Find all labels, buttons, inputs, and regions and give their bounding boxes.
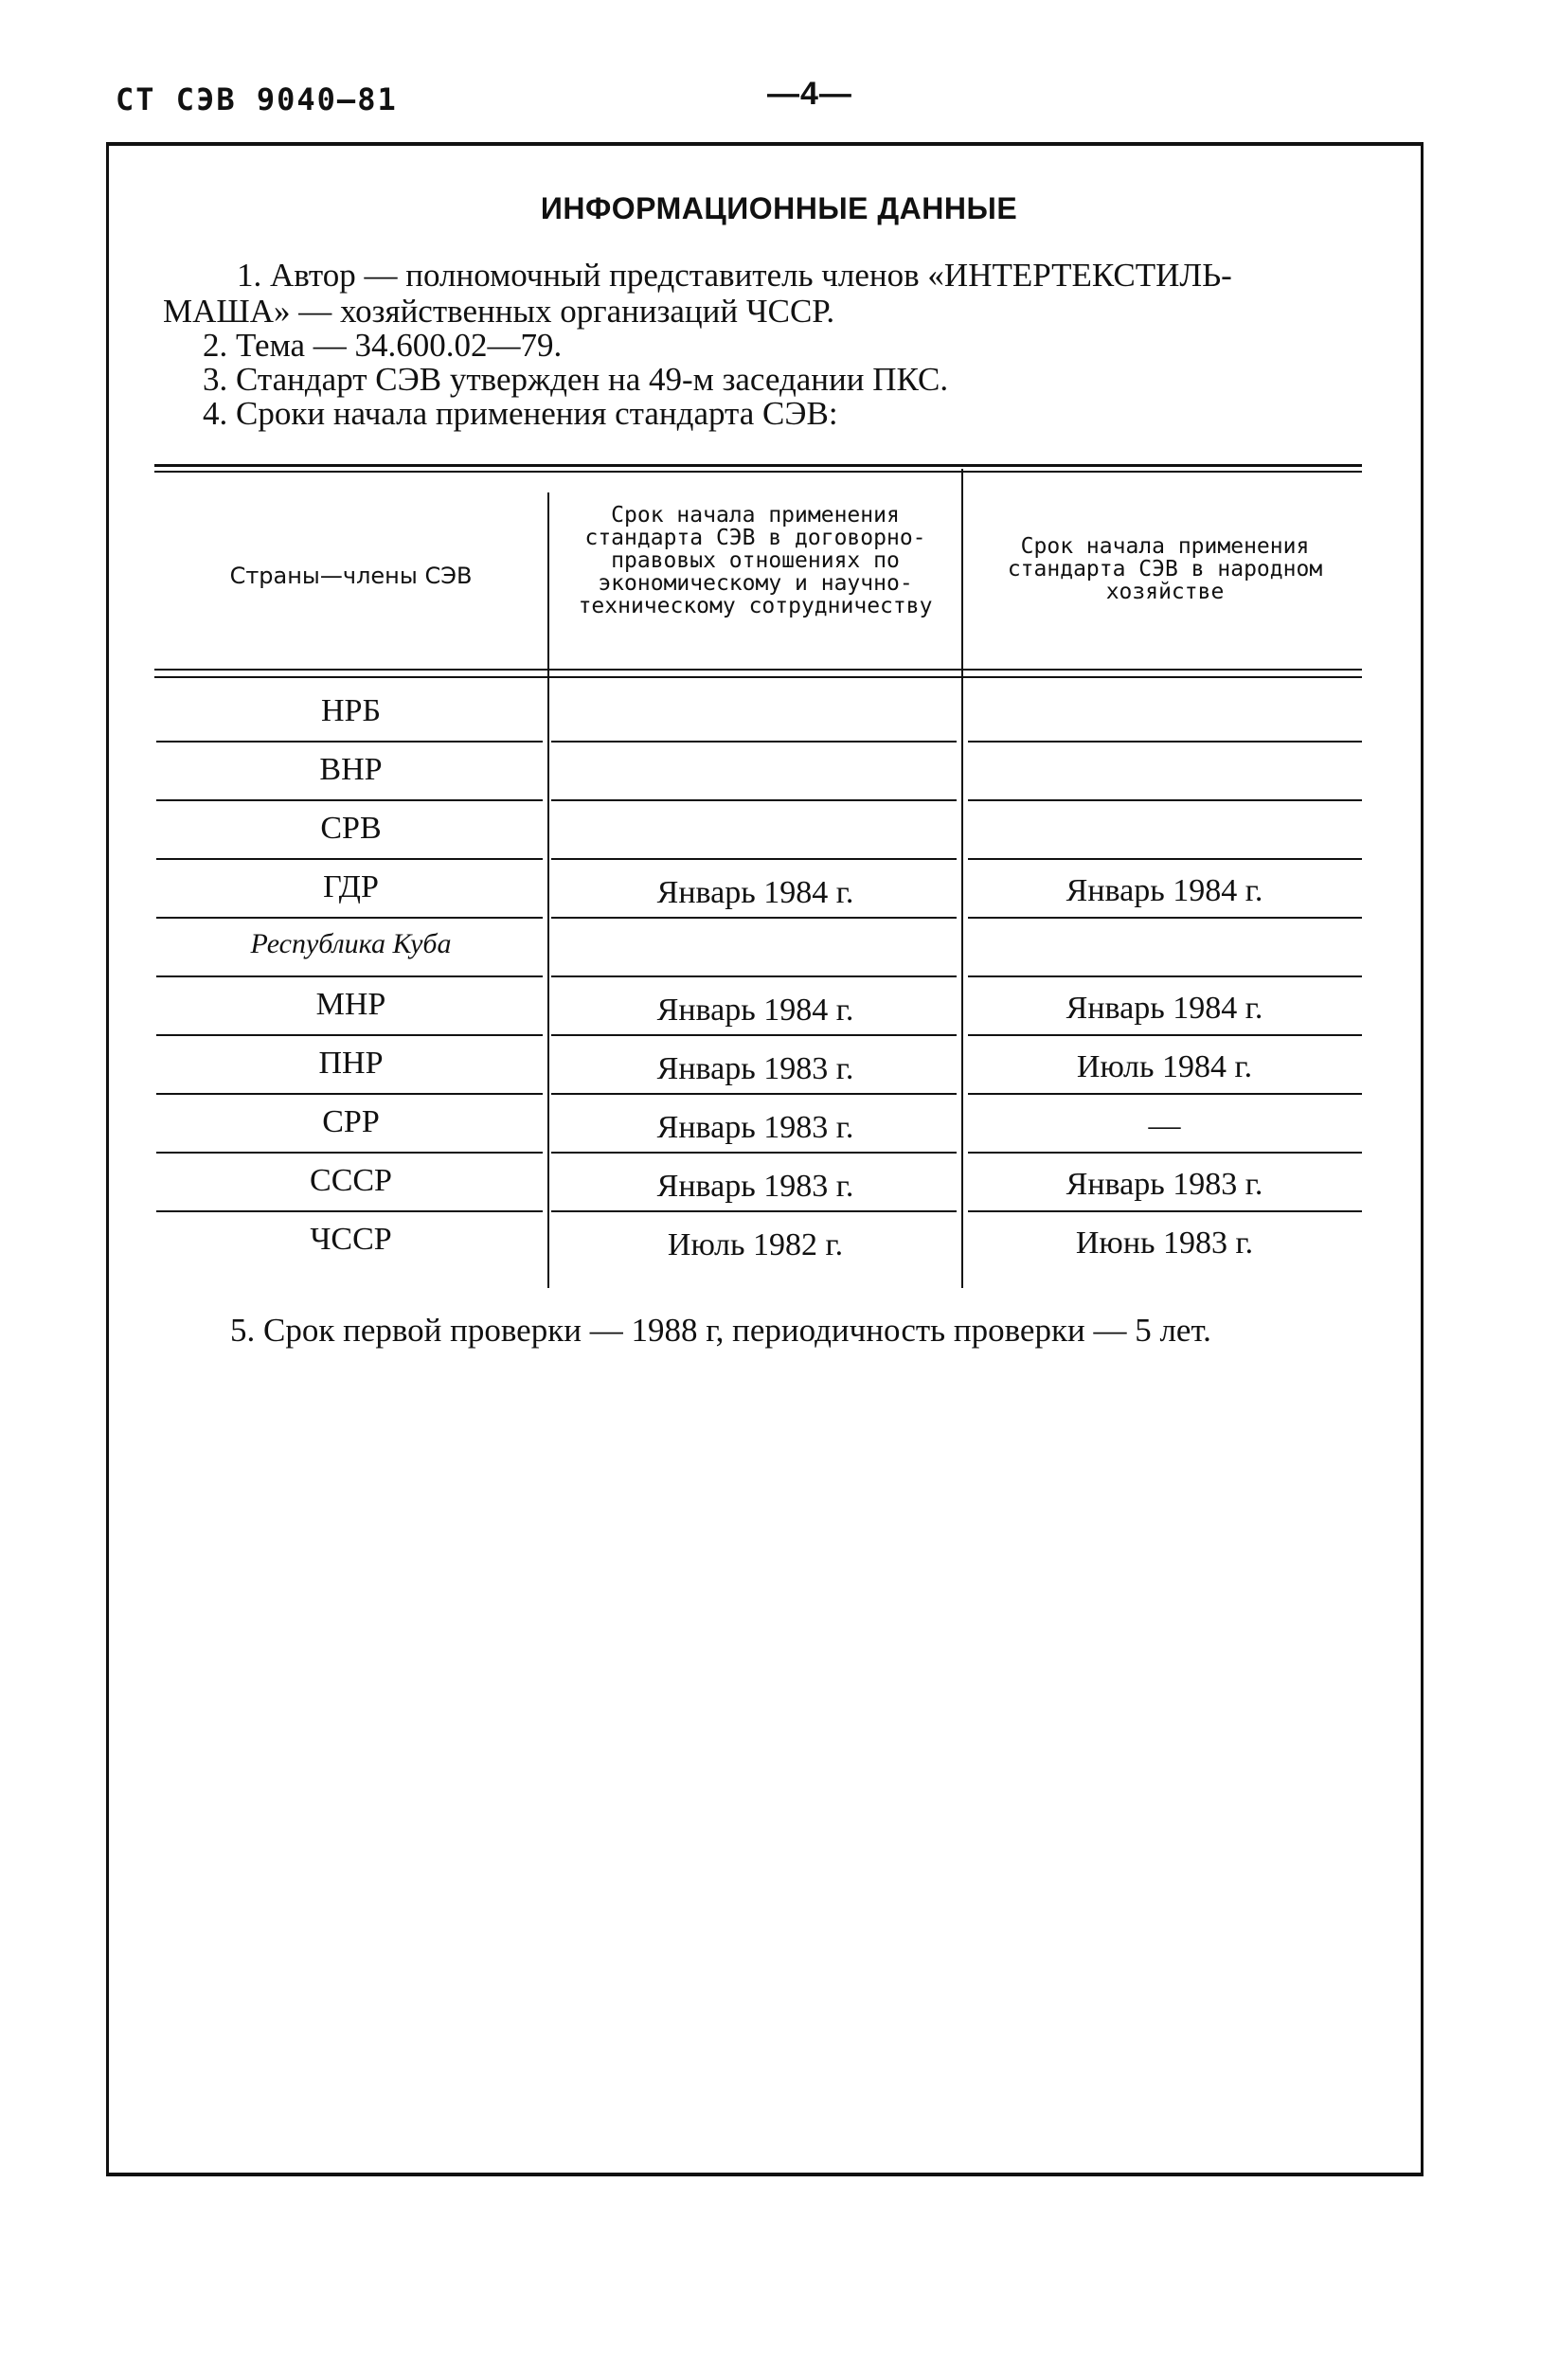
country-cell: СРР [322,1104,380,1139]
country-cell: Республика Куба [250,928,452,959]
row-divider [156,1152,543,1154]
row-divider [968,799,1362,801]
item-1-line-1: 1. Автор — полномочный представитель членов «ИНТЕРТЕКСТИЛЬ- [237,257,1232,294]
row-divider [156,1034,543,1036]
row-divider [551,1093,957,1095]
country-cell: ВНР [319,752,383,787]
contract-date-cell: Январь 1984 г. [656,875,854,910]
contract-date-cell: Январь 1984 г. [656,993,854,1028]
row-divider [968,917,1362,919]
row-divider [968,741,1362,743]
row-divider [551,741,957,743]
economy-date-cell: Январь 1984 г. [1066,991,1263,1026]
row-divider [551,1210,957,1212]
column-divider-1 [547,492,549,1288]
row-divider [156,741,543,743]
economy-date-cell: Июль 1984 г. [1076,1049,1253,1084]
row-divider [551,858,957,860]
row-divider [156,1093,543,1095]
row-divider [156,917,543,919]
economy-date-cell: Январь 1984 г. [1066,873,1263,908]
item-4: 4. Сроки начала применения стандарта СЭВ: [203,395,838,432]
economy-date-cell: Июнь 1983 г. [1075,1226,1254,1261]
contract-date-cell: Январь 1983 г. [656,1110,854,1145]
row-divider [156,799,543,801]
row-divider [968,975,1362,977]
item-3: 3. Стандарт СЭВ утвержден на 49-м заседании ПКС. [203,361,949,398]
item-2: 2. Тема — 34.600.02—79. [203,327,563,364]
item-1-line-2: МАША» — хозяйственных организаций ЧССР. [163,293,835,330]
row-divider [156,858,543,860]
economy-date-cell: Январь 1983 г. [1066,1167,1263,1202]
row-divider [968,1152,1362,1154]
header-economy-date: Срок начала применения стандарта СЭВ в народном хозяйстве [1007,534,1323,604]
country-cell: СРВ [320,811,382,846]
contract-date-cell: Январь 1983 г. [656,1051,854,1086]
row-divider [551,1152,957,1154]
page-title: ИНФОРМАЦИОННЫЕ ДАННЫЕ [540,191,1018,225]
document-code: СТ СЭВ 9040—81 [116,81,398,117]
row-divider [968,1034,1362,1036]
country-cell: ЧССР [310,1222,392,1257]
column-divider-2 [961,469,963,1288]
header-bottom-rule [154,669,1362,671]
contract-date-cell: Июль 1982 г. [667,1227,844,1262]
contract-date-cell: Январь 1983 г. [656,1169,854,1204]
header-countries: Страны—члены СЭВ [229,563,473,589]
table-top-rule [154,464,1362,467]
page-frame [106,142,1424,2176]
header-contract-date: Срок начала применения стандарта СЭВ в договорно-правовых отношениях по экономическому и научно-техническому сотрудничеству [578,503,933,618]
country-cell: НРБ [321,693,381,728]
country-cell: ГДР [323,869,379,904]
country-cell: СССР [310,1163,392,1198]
row-divider [968,858,1362,860]
row-divider [968,1210,1362,1212]
row-divider [551,1034,957,1036]
row-divider [551,975,957,977]
row-divider [156,1210,543,1212]
row-divider [968,1093,1362,1095]
country-cell: МНР [315,987,386,1022]
item-5: 5. Срок первой проверки — 1988 г, периодичность проверки — 5 лет. [230,1312,1211,1349]
economy-date-cell: — [1148,1108,1181,1143]
row-divider [551,799,957,801]
header-bottom-rule-2 [154,676,1362,678]
row-divider [551,917,957,919]
page-number: —4— [767,76,852,112]
row-divider [156,975,543,977]
table-top-rule-2 [154,471,1362,473]
country-cell: ПНР [318,1046,384,1081]
